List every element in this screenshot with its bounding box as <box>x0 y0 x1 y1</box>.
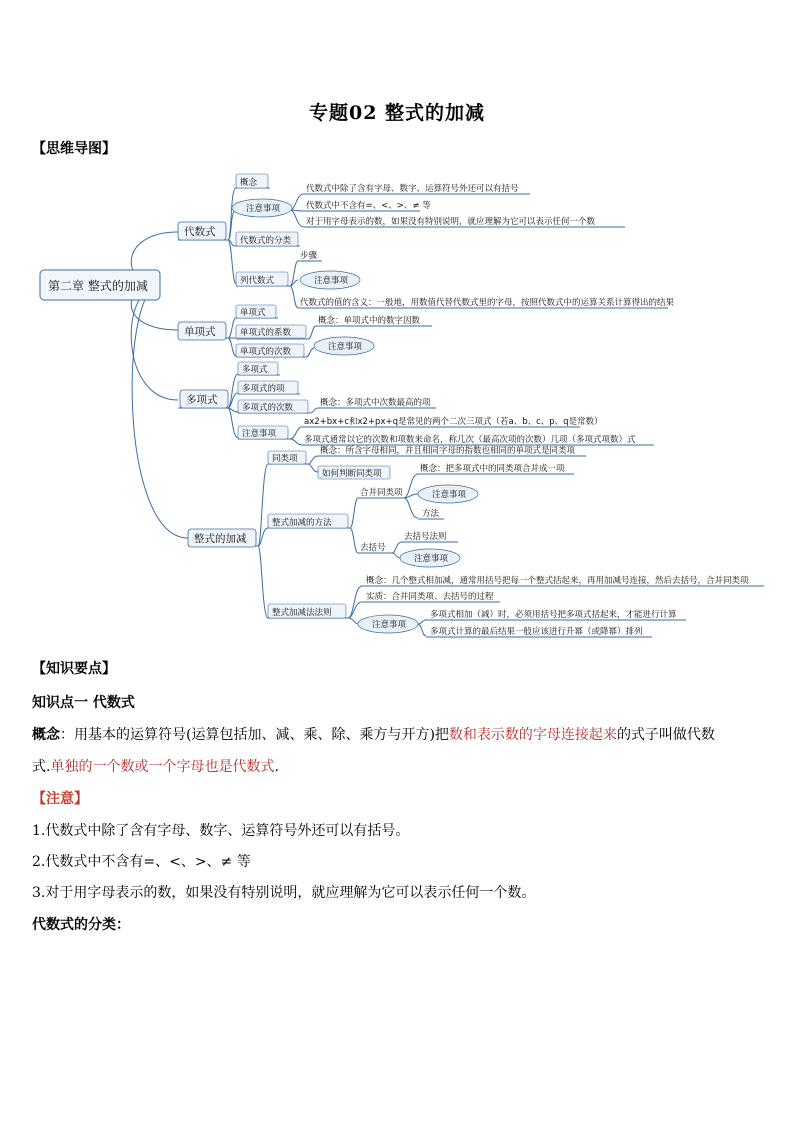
node-qukuohao: 去括号 <box>360 543 386 553</box>
svg-text:整式的加减: 整式的加减 <box>194 533 247 545</box>
node-qk-zhuyi: 注意事项 <box>414 554 449 564</box>
node-fz-note1: 多项式相加（减）时，必须用括号把多项式括起来，才能进行计算 <box>430 610 677 620</box>
branch-jiajian <box>188 529 256 547</box>
node-hb-gainian: 概念：把多项式中的同类项合并成一项 <box>420 464 565 474</box>
node-fz-zhuyi: 注意事项 <box>372 620 407 630</box>
node-hb-fangfa: 方法 <box>422 509 440 519</box>
node-fazefa: 整式加减法法则 <box>272 608 332 618</box>
node-dxs-2: 多项式的次数 <box>242 403 294 413</box>
node-fangfa: 整式加减的方法 <box>272 518 332 528</box>
node-gainian: 概念 <box>240 178 258 188</box>
concept-red-1: 数和表示数的字母连接起来 <box>448 727 617 743</box>
note-1: 代数式中除了含有字母、数字、运算符号外还可以有括号 <box>306 184 519 194</box>
node-dx-1: 单项式的系数 <box>240 328 292 338</box>
mind-map <box>0 160 794 650</box>
node-dxs-1: 多项式的项 <box>242 384 285 394</box>
node-hebing: 合并同类项 <box>360 488 403 498</box>
knowledge-heading: 【知识要点】 <box>32 661 116 677</box>
node-fenlei: 代数式的分类 <box>240 236 292 246</box>
svg-text:单项式: 单项式 <box>184 326 216 338</box>
node-zhuyi-1: 注意事项 <box>246 204 281 214</box>
node-fz-shizhi: 实质：合并同类项、去括号的过程 <box>366 592 494 602</box>
node-dxs-0: 多项式 <box>242 365 268 375</box>
mindmap-heading: 【思维导图】 <box>32 141 116 157</box>
node-fz-note2: 多项式计算的最后结果一般应该进行升幂（或降幂）排列 <box>430 627 643 637</box>
svg-text:代数式: 代数式 <box>184 226 216 238</box>
node-dxs-note2: 多项式通常以它的次数和项数来命名，称几次（最高次项的次数）几项（多项式项数）式 <box>304 435 636 445</box>
node-dx-2: 单项式的次数 <box>240 347 292 357</box>
node-buzhou: 步骤 <box>300 251 318 261</box>
note-item-3: 3.对于用字母表示的数，如果没有特别说明，就应理解为它可以表示任何一个数。 <box>32 885 536 901</box>
note-item-1: 1.代数式中除了含有字母、数字、运算符号外还可以有括号。 <box>32 823 410 839</box>
svg-text:第二章 整式的加减: 第二章 整式的加减 <box>48 279 148 293</box>
concept-red-2: 单独的一个数或一个字母也是代数式 <box>50 759 275 775</box>
node-tongleixiang: 同类项 <box>272 454 298 464</box>
node-tl-gainian: 概念：所含字母相同，并且相同字母的指数也相同的单项式是同类项 <box>320 446 576 456</box>
node-dx-zhuyi: 注意事项 <box>328 342 363 352</box>
concept-line-1: 概念：用基本的运算符号(运算包括加、减、乘、除、乘方与开方)把数和表示数的字母连接起来的式子叫做代数 <box>32 727 715 743</box>
note-label: 【注意】 <box>32 791 88 807</box>
node-fz-gainian: 概念：几个整式相加减，通常用括号把每一个整式括起来，再用加减号连接，然后去括号，合并同类项 <box>366 576 749 586</box>
note-3: 对于用字母表示的数，如果没有特别说明，就应理解为它可以表示任何一个数 <box>306 217 596 227</box>
node-dxs-3: 注意事项 <box>242 429 277 439</box>
node-dxs-gainian: 概念：多项式中次数最高的项 <box>320 398 431 408</box>
node-hanyi: 代数式的值的含义：一般地，用数值代替代数式里的字母，按照代数式中的运算关系计算得出的结果 <box>300 298 675 308</box>
concept-line-2: 式.单独的一个数或一个字母也是代数式. <box>32 759 279 775</box>
node-dx-0: 单项式 <box>240 308 266 318</box>
svg-text:多项式: 多项式 <box>186 394 218 406</box>
note-2: 代数式中不含有=、<、>、≠ 等 <box>306 201 431 211</box>
node-hb-zhuyi: 注意事项 <box>432 490 467 500</box>
point1-title: 知识点一 代数式 <box>32 695 135 711</box>
node-qk-faze: 去括号法则 <box>404 532 447 542</box>
node-liedaishushi: 列代数式 <box>240 276 275 286</box>
branch-daishushi <box>178 222 226 240</box>
branch-danxiangshi <box>178 322 226 340</box>
node-panduan: 如何判断同类项 <box>322 469 382 479</box>
node-dxs-note1: ax2+bx+c和x2+px+q是常见的两个二次三项式（若a、b、c、p、q是常数） <box>304 417 603 427</box>
node-dx-gainian: 概念：单项式中的数字因数 <box>318 316 421 326</box>
branch-duoxiangshi <box>180 390 228 408</box>
classification-label: 代数式的分类： <box>32 917 130 933</box>
node-zhuyi-2: 注意事项 <box>314 276 349 286</box>
page-title: 专题02 整式的加减 <box>308 102 486 124</box>
concept-label: 概念 <box>32 727 60 743</box>
root-node <box>40 270 160 300</box>
note-item-2: 2.代数式中不含有=、<、>、≠ 等 <box>32 854 251 870</box>
